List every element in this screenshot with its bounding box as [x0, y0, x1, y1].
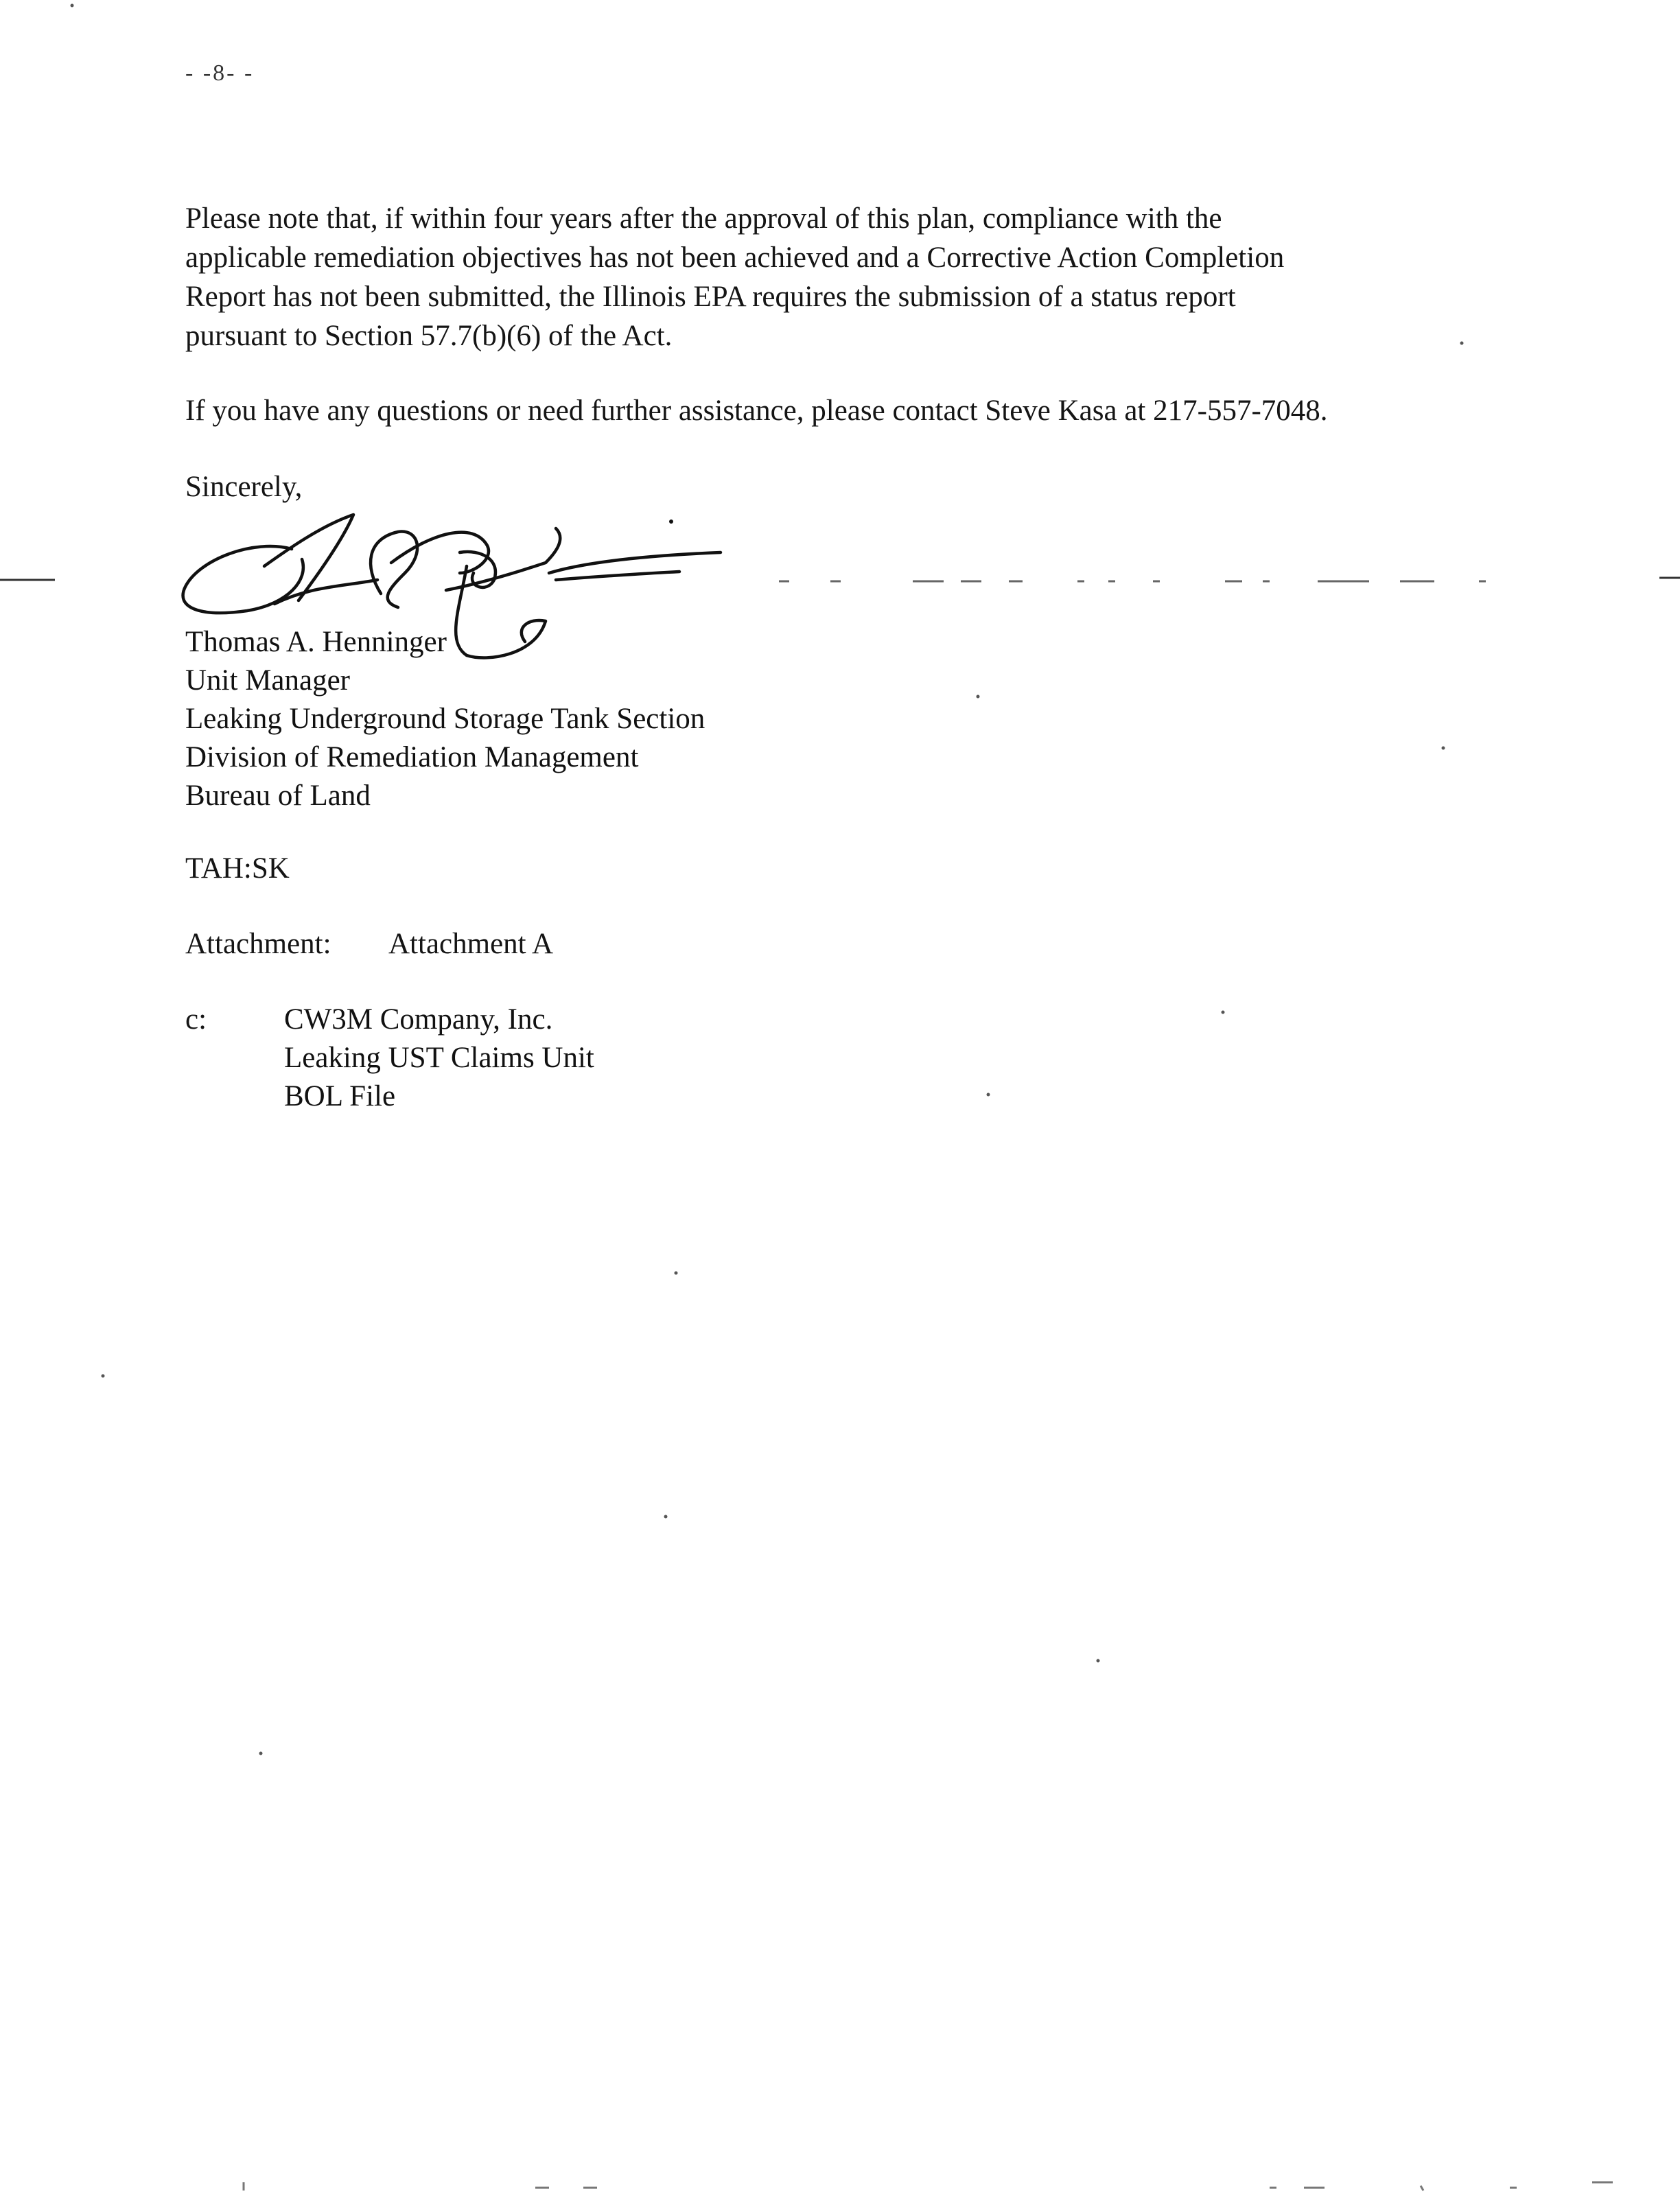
paragraph-line: Please note that, if within four years after the approval of this plan, compliance with the: [185, 202, 1222, 235]
signer-bureau: Bureau of Land: [185, 780, 371, 812]
initials: TAH:SK: [185, 852, 290, 885]
paragraph-line: applicable remediation objectives has not been achieved and a Corrective Action Completion: [185, 242, 1285, 274]
paragraph-line: Report has not been submitted, the Illinois EPA requires the submission of a status report: [185, 281, 1236, 313]
cc-recipient: BOL File: [284, 1080, 396, 1112]
signer-title: Unit Manager: [185, 664, 351, 697]
cc-recipient: CW3M Company, Inc.: [284, 1003, 553, 1036]
page-number: - -8- -: [185, 60, 255, 86]
attachment-value: Attachment A: [388, 928, 554, 960]
closing: Sincerely,: [185, 471, 303, 503]
contact-paragraph: [185, 391, 1503, 430]
paragraph-line: If you have any questions or need further assistance, please contact Steve Kasa at 217-557-7048.: [185, 395, 1328, 427]
paragraph-line: pursuant to Section 57.7(b)(6) of the Act.: [185, 320, 673, 352]
signer-section: Leaking Underground Storage Tank Section: [185, 703, 705, 735]
signer-name: Thomas A. Henninger: [185, 626, 447, 658]
signer-division: Division of Remediation Management: [185, 741, 639, 773]
attachment-label: Attachment:: [185, 928, 331, 960]
cc-recipients: [284, 1001, 594, 1116]
signature-block: [185, 623, 705, 815]
cc-recipient: Leaking UST Claims Unit: [284, 1042, 594, 1074]
cc-label: c:: [185, 1003, 207, 1036]
status-report-paragraph: [185, 199, 1503, 355]
